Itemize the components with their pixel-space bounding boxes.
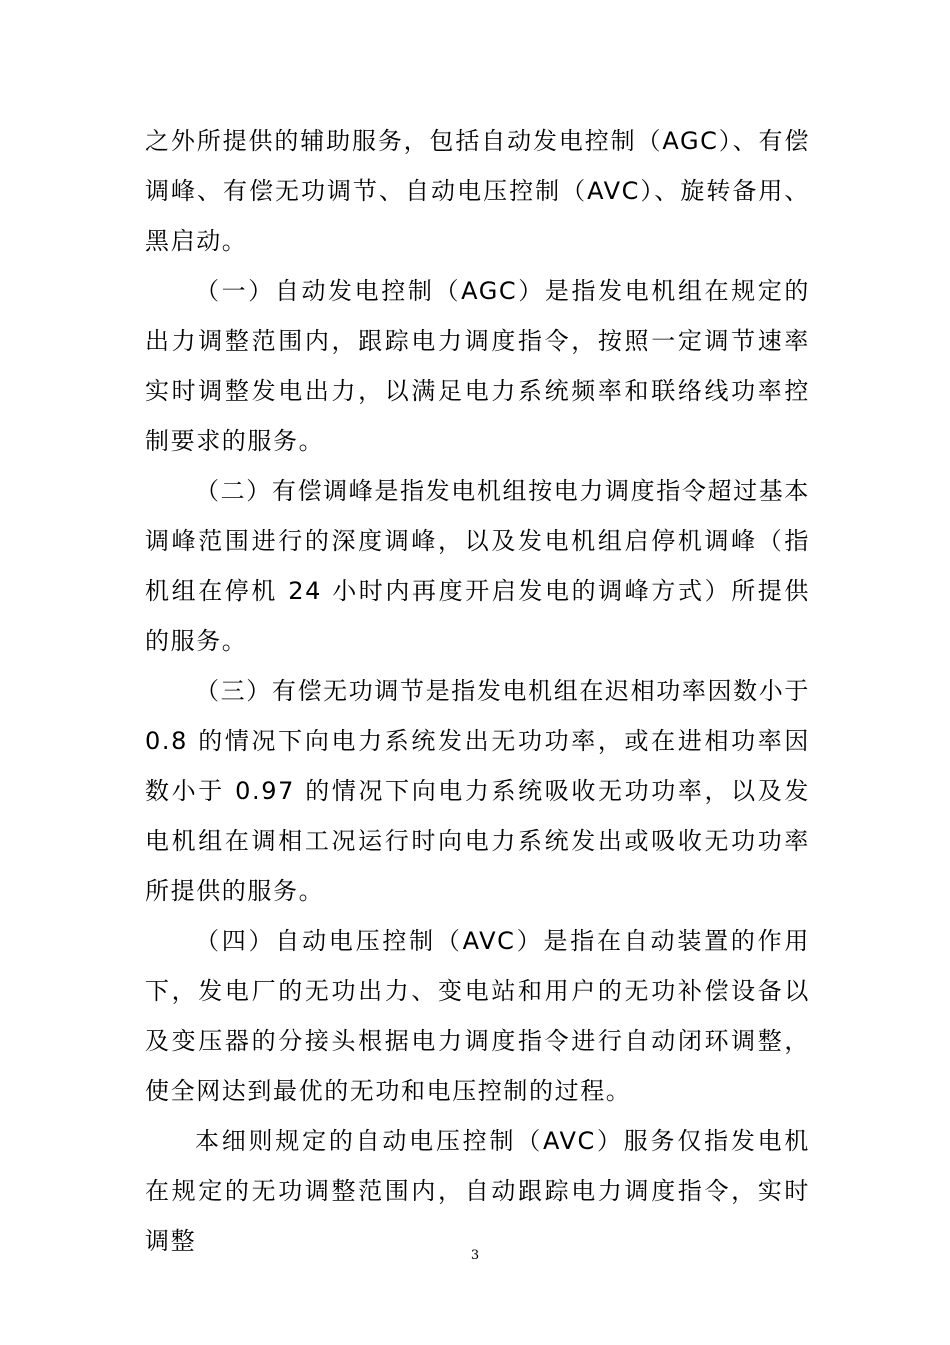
document-body <box>145 116 810 1266</box>
paragraph-reactive-power: （三）有偿无功调节是指发电机组在迟相功率因数小于 0.8 的情况下向电力系统发出无功功率，或在进相功率因数小于 0.97 的情况下向电力系统吸收无功功率，以及发电机组在调相工况运行时向电力系统发出或吸收无功功率所提供的服务。 <box>145 677 810 905</box>
paragraph-continuation: 之外所提供的辅助服务，包括自动发电控制（AGC）、有偿调峰、有偿无功调节、自动电压控制（AVC）、旋转备用、黑启动。 <box>145 127 810 255</box>
paragraph-peak-regulation: （二）有偿调峰是指发电机组按电力调度指令超过基本调峰范围进行的深度调峰，以及发电机组启停机调峰（指机组在停机 24 小时内再度开启发电的调峰方式）所提供的服务。 <box>145 477 810 655</box>
paragraph-agc: （一）自动发电控制（AGC）是指发电机组在规定的出力调整范围内，跟踪电力调度指令，按照一定调节速率实时调整发电出力，以满足电力系统频率和联络线功率控制要求的服务。 <box>145 277 810 455</box>
page-number: 3 <box>470 1248 480 1263</box>
paragraph-avc: （四）自动电压控制（AVC）是指在自动装置的作用下，发电厂的无功出力、变电站和用户的无功补偿设备以及变压器的分接头根据电力调度指令进行自动闭环调整，使全网达到最优的无功和电压控制的过程。 <box>145 927 810 1105</box>
paragraph-avc-scope: 本细则规定的自动电压控制（AVC）服务仅指发电机在规定的无功调整范围内，自动跟踪电力调度指令，实时调整 <box>145 1127 810 1255</box>
